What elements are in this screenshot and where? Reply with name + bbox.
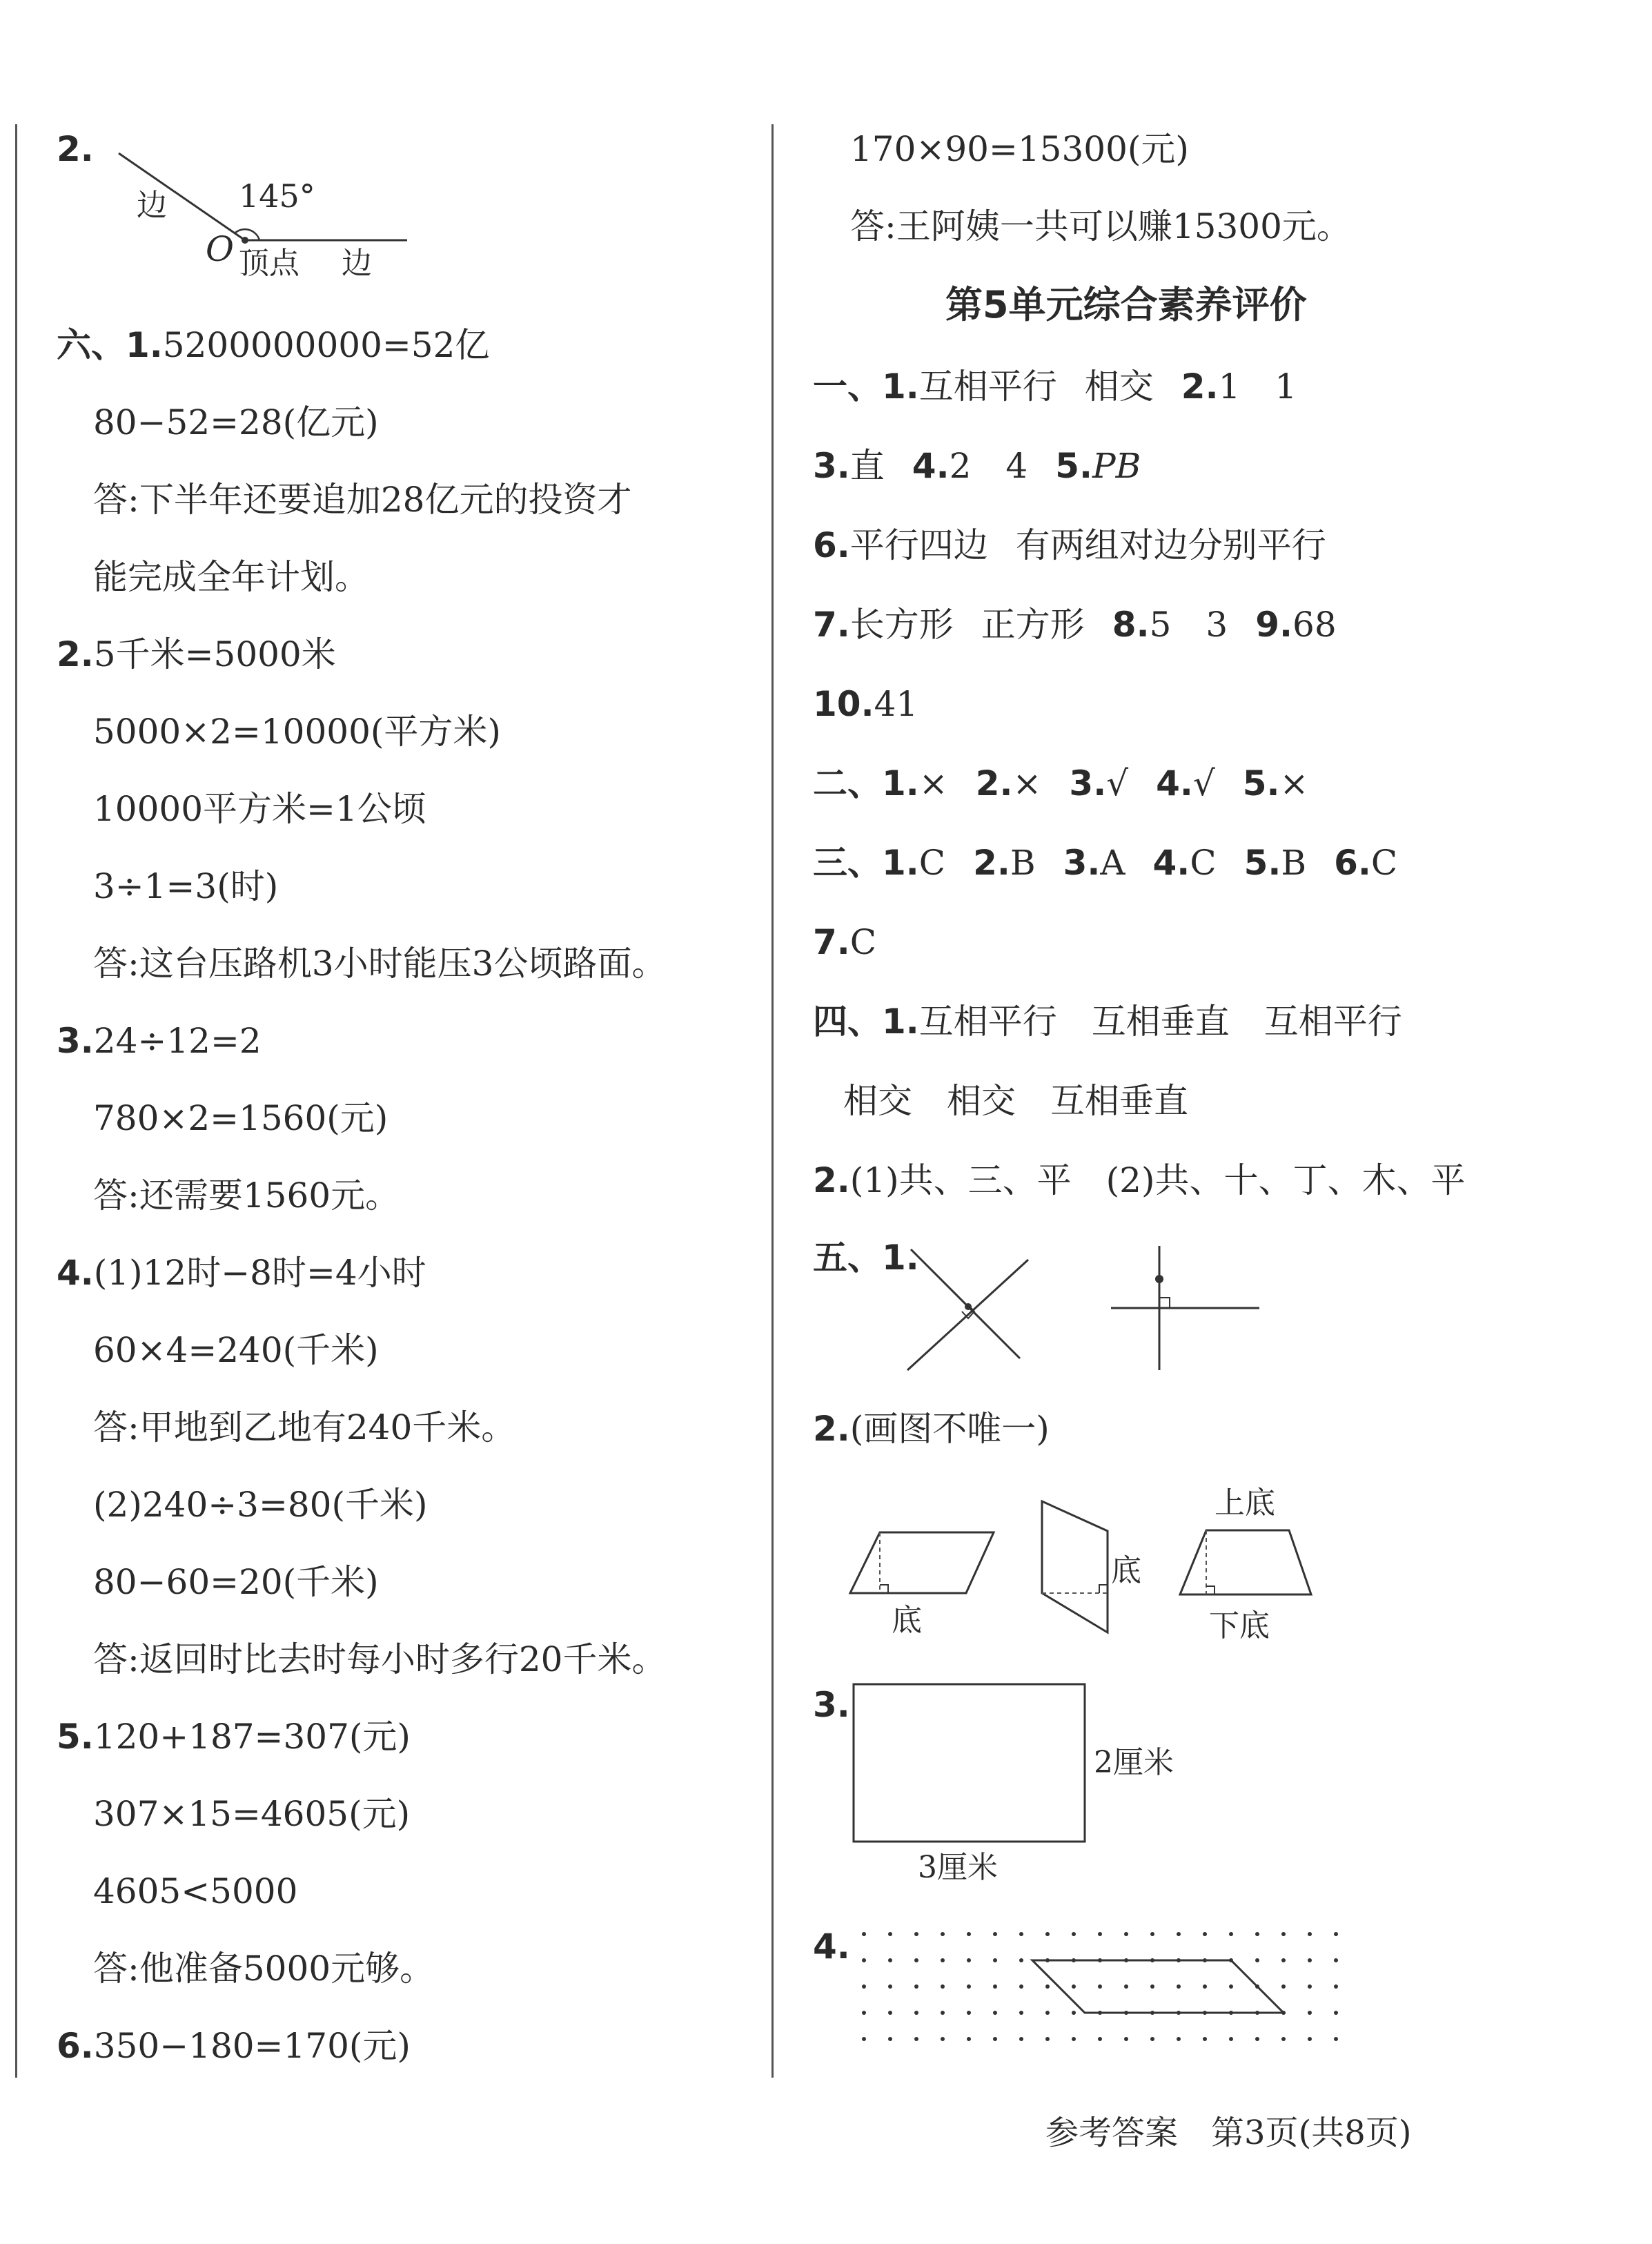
q6-2-line3: 10000平方米=1公顷 <box>93 789 426 829</box>
page-footer: 参考答案 第3页(共8页) <box>1045 2114 1412 2152</box>
q6-5-line4: 答:他准备5000元够。 <box>93 1949 435 1989</box>
s5-q3-label: 3. <box>813 1685 850 1725</box>
q6-5-line1: 5.120+187=307(元) <box>57 1717 411 1757</box>
s4-row2: 相交 相交 互相垂直 <box>843 1081 1188 1121</box>
rect-height-label: 2厘米 <box>1094 1745 1174 1780</box>
left-margin-rule <box>15 124 17 2078</box>
s1-row4: 7.长方形 正方形 8.5 3 9.68 <box>813 605 1337 645</box>
base-label-2: 底 <box>1111 1553 1141 1588</box>
s1-row3: 6.平行四边 有两组对边分别平行 <box>813 525 1326 565</box>
s4-row3: 2.(1)共、三、平 (2)共、十、丁、木、平 <box>813 1160 1466 1200</box>
column-divider <box>771 124 774 2078</box>
dot-grid-figure <box>856 1926 1359 2050</box>
q6-4-line5: 80−60=20(千米) <box>93 1562 379 1602</box>
q6-1-line2: 80−52=28(亿元) <box>93 402 379 442</box>
angle-label: 145° <box>239 177 315 215</box>
s1-row2: 3.直 4.2 4 5.PB <box>813 446 1141 486</box>
base-label-1: 底 <box>892 1603 922 1638</box>
s4-row1: 四、1.互相平行 互相垂直 互相平行 <box>813 1002 1402 1042</box>
rect-width-label: 3厘米 <box>918 1850 998 1885</box>
s5-q2: 2.(画图不唯一) <box>813 1409 1050 1449</box>
q6-2-line2: 5000×2=10000(平方米) <box>93 712 501 752</box>
q6-1-line3: 答:下半年还要追加28亿元的投资才 <box>93 480 632 520</box>
q6-2-line4: 3÷1=3(时) <box>93 866 279 906</box>
r-line1: 170×90=15300(元) <box>850 129 1189 169</box>
q6-2-line1: 2.5千米=5000米 <box>57 634 336 674</box>
s1-row5: 10.41 <box>813 684 918 724</box>
q6-2-line5: 答:这台压路机3小时能压3公顷路面。 <box>93 944 667 984</box>
q6-4-line1: 4.(1)12时−8时=4小时 <box>57 1253 426 1293</box>
s2-row: 二、1.× 2.× 3.√ 4.√ 5.× <box>813 763 1309 803</box>
perpendicular-figures <box>897 1242 1284 1380</box>
s5-q4-label: 4. <box>813 1926 850 1967</box>
q6-5-line3: 4605<5000 <box>93 1871 298 1911</box>
bottom-base-label: 下底 <box>1209 1608 1270 1643</box>
parallelogram-trapezoid-figures <box>842 1477 1325 1657</box>
s1-row1: 一、1.互相平行 相交 2.1 1 <box>813 367 1297 407</box>
q6-3-line3: 答:还需要1560元。 <box>93 1175 400 1216</box>
q6-4-line3: 答:甲地到乙地有240千米。 <box>93 1407 516 1447</box>
vertex-label: 顶点 <box>239 246 299 281</box>
q6-5-line2: 307×15=4605(元) <box>93 1794 411 1834</box>
q6-4-line6: 答:返回时比去时每小时多行20千米。 <box>93 1639 667 1679</box>
rectangle-figure <box>845 1677 1232 1884</box>
vertex-letter: O <box>206 229 234 269</box>
q6-3-line2: 780×2=1560(元) <box>93 1098 389 1138</box>
s5-q1-label: 五、1. <box>813 1238 919 1278</box>
side1-label: 边 <box>137 188 167 223</box>
top-base-label: 上底 <box>1215 1485 1275 1521</box>
angle-figure <box>104 138 421 297</box>
q2-label: 2. <box>57 129 94 169</box>
s3-row1: 三、1.C 2.B 3.A 4.C 5.B 6.C <box>813 843 1398 883</box>
side2-label: 边 <box>342 246 372 281</box>
s3-row2: 7.C <box>813 922 877 962</box>
q6-4-line4: (2)240÷3=80(千米) <box>93 1485 428 1525</box>
q6-1-line1: 六、1.5200000000=52亿 <box>57 325 490 365</box>
q6-3-line1: 3.24÷12=2 <box>57 1021 262 1061</box>
section-title: 第5单元综合素养评价 <box>945 283 1307 326</box>
r-line2: 答:王阿姨一共可以赚15300元。 <box>850 206 1351 246</box>
q6-6-line1: 6.350−180=170(元) <box>57 2026 411 2066</box>
q6-4-line2: 60×4=240(千米) <box>93 1330 379 1370</box>
q6-1-line4: 能完成全年计划。 <box>93 557 369 597</box>
